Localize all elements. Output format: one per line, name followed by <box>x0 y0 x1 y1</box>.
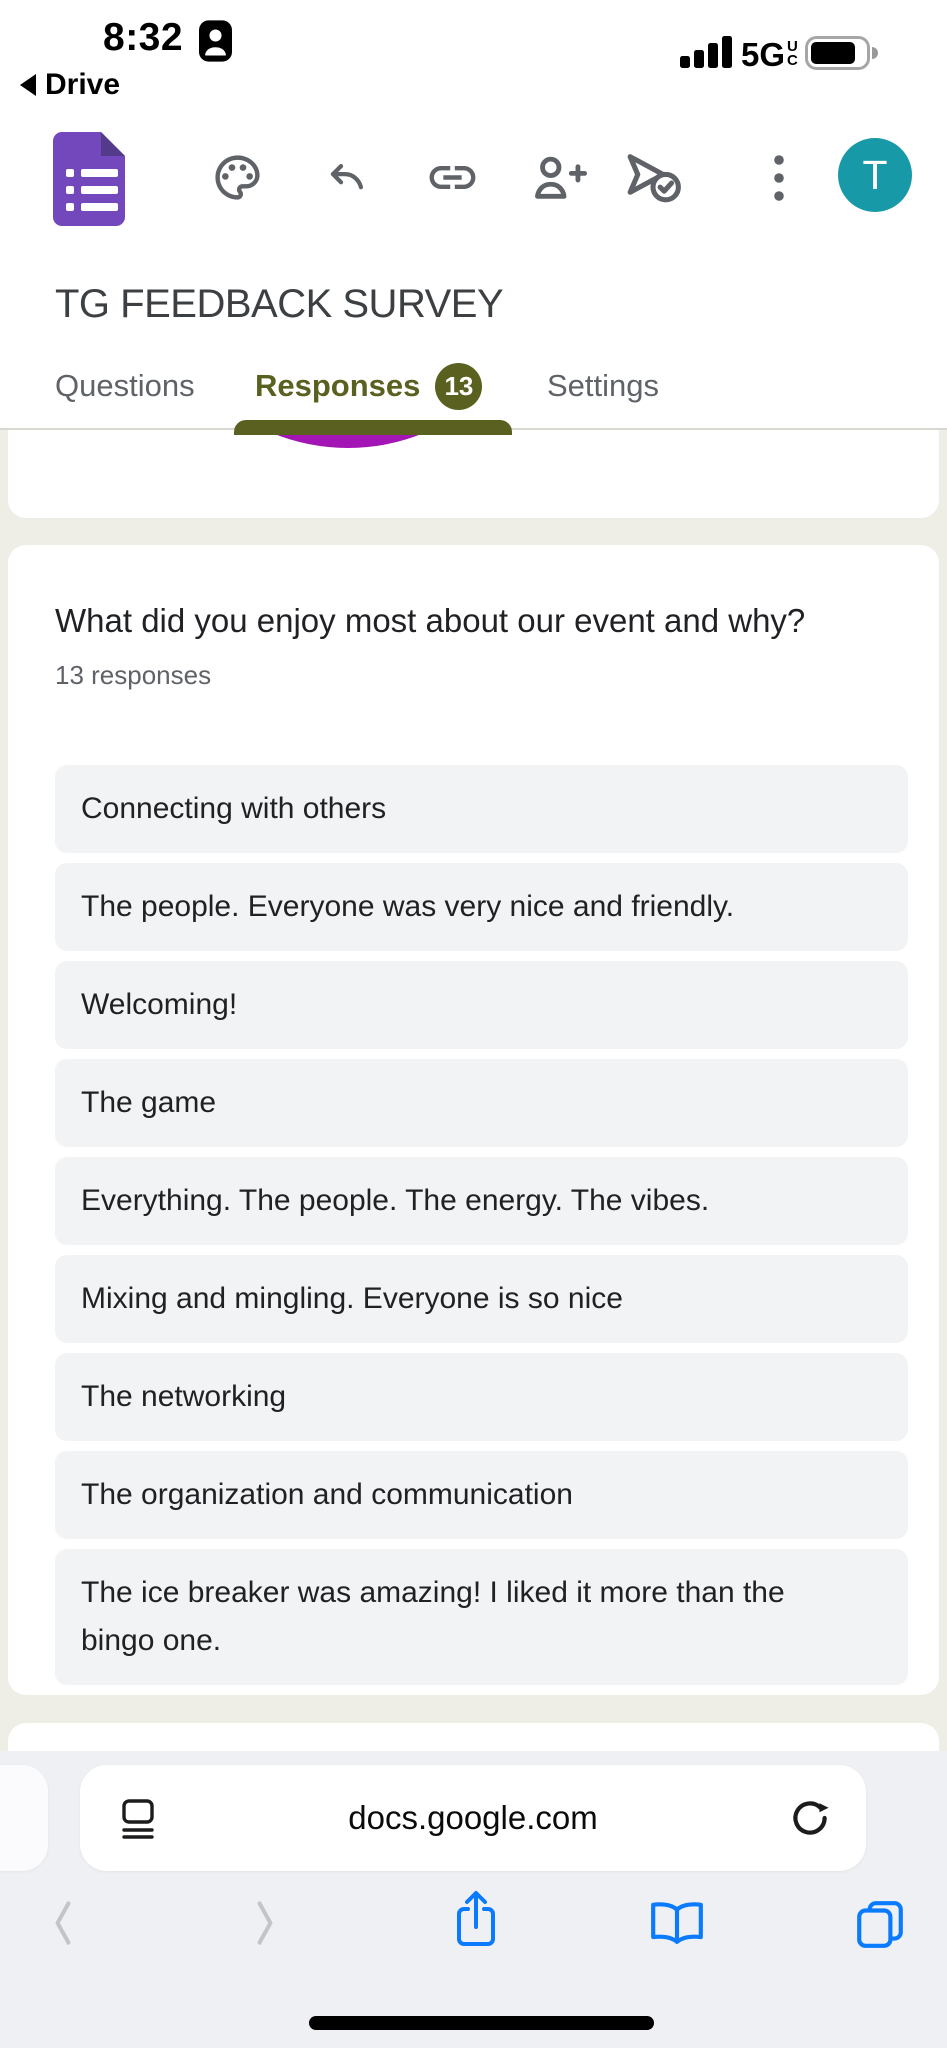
response-item <box>55 1353 908 1441</box>
browser-forward-button[interactable] <box>252 1899 278 1947</box>
response-item <box>55 863 908 951</box>
account-avatar[interactable] <box>838 138 912 212</box>
tab-settings[interactable]: Settings <box>547 368 660 403</box>
response-text: The ice breaker was amazing! I liked it more than the bingo one. <box>81 1576 785 1657</box>
google-forms-logo[interactable] <box>53 132 125 226</box>
adjacent-tab-peek[interactable] <box>0 1765 48 1871</box>
more-options-icon[interactable] <box>765 150 793 206</box>
response-text: The people. Everyone was very nice and friendly. <box>81 890 735 923</box>
response-text: Connecting with others <box>81 792 387 825</box>
safari-bottom-bar <box>0 1751 947 2048</box>
back-to-app-button[interactable] <box>20 68 120 102</box>
address-bar[interactable] <box>80 1765 866 1871</box>
avatar-letter: T <box>862 151 888 198</box>
tab-responses[interactable]: Responses 13 <box>255 360 482 412</box>
back-app-label: Drive <box>45 68 121 101</box>
response-item <box>55 1157 908 1245</box>
network-5g-label: 5G <box>741 36 786 73</box>
signal-strength-icon <box>680 34 732 68</box>
status-time: 8:32 <box>103 16 184 59</box>
response-text: The networking <box>81 1380 287 1413</box>
focus-person-icon <box>199 20 232 62</box>
share-icon[interactable] <box>450 1889 502 1949</box>
network-band-label: U C <box>787 38 798 69</box>
theme-palette-icon[interactable] <box>211 151 264 204</box>
battery-icon <box>805 36 879 70</box>
reload-icon[interactable] <box>786 1793 834 1843</box>
response-item <box>55 1451 908 1539</box>
browser-back-button[interactable] <box>50 1899 76 1947</box>
form-title[interactable]: TG FEEDBACK SURVEY <box>55 282 504 326</box>
response-text: Everything. The people. The energy. The vibes. <box>81 1184 710 1217</box>
home-indicator[interactable] <box>309 2016 654 2030</box>
network-type <box>741 38 798 71</box>
url-text: docs.google.com <box>348 1799 598 1836</box>
question-card <box>8 545 939 1695</box>
tab-questions[interactable]: Questions <box>55 368 195 403</box>
copy-link-icon[interactable] <box>425 150 480 205</box>
response-text: The game <box>81 1086 217 1119</box>
bookmarks-icon[interactable] <box>648 1897 706 1949</box>
response-text: Mixing and mingling. Everyone is so nice <box>81 1282 623 1315</box>
responses-list <box>55 765 908 1685</box>
previous-chart-card <box>8 430 939 518</box>
response-text: The organization and communication <box>81 1478 573 1511</box>
question-title: What did you enjoy most about our event and why? <box>55 602 806 639</box>
responses-count-badge: 13 <box>435 363 482 410</box>
undo-icon[interactable] <box>321 155 371 201</box>
response-text: Welcoming! <box>81 988 238 1021</box>
response-item <box>55 765 908 853</box>
response-item <box>55 961 908 1049</box>
responses-count-label: 13 responses <box>55 660 212 690</box>
back-triangle-icon <box>20 74 36 96</box>
response-item <box>55 1255 908 1343</box>
add-collaborator-icon[interactable] <box>529 148 587 206</box>
tab-switcher-icon[interactable] <box>852 1897 908 1951</box>
response-item <box>55 1549 908 1685</box>
page-settings-icon[interactable] <box>114 1793 162 1843</box>
response-item <box>55 1059 908 1147</box>
send-form-icon[interactable] <box>620 146 686 208</box>
active-tab-underline <box>234 420 512 435</box>
